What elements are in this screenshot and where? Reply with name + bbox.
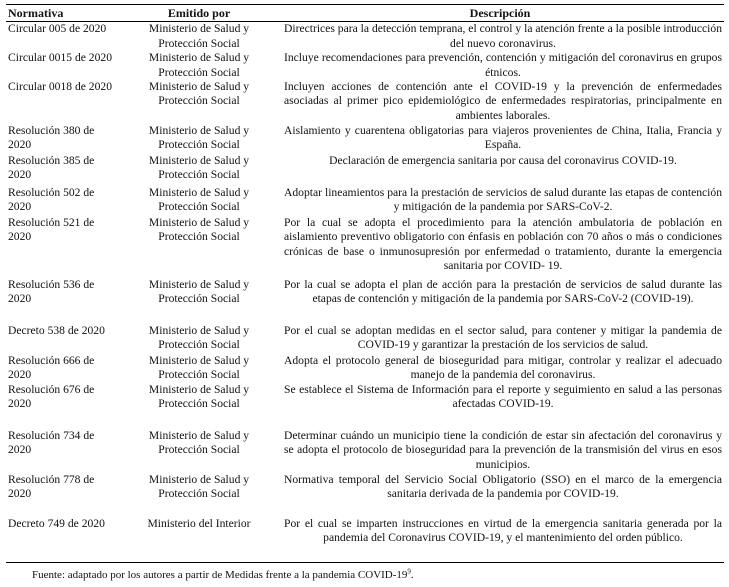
table-row <box>6 383 724 429</box>
cell-emitido-por: Ministerio de Salud y Protección Social <box>148 51 250 79</box>
cell-normativa: Circular 005 de 2020 <box>8 22 107 36</box>
source-suffix: . <box>410 569 414 581</box>
cell-emitido-por: Ministerio de Salud y Protección Social <box>148 186 250 214</box>
table-row <box>6 354 724 383</box>
cell-normativa: Resolución 666 de 2020 <box>8 354 95 382</box>
cell-emitido-por: Ministerio de Salud y Protección Social <box>148 428 250 457</box>
cell-emitido-por: Ministerio de Salud y Protección Social <box>148 154 250 182</box>
cell-descripcion: Por el cual se adoptan medidas en el sector salud, para contener y mitigar la pandemia de COVID-19 y garantizar la prestación de los servicios de salud. <box>284 324 722 352</box>
cell-descripcion: Por el cual se imparten instrucciones en virtud de la emergencia sanitaria generada por la pandemia del Coronavirus COVID-19, y el mantenimiento del orden público. <box>276 517 724 563</box>
table-row <box>6 429 724 473</box>
source-footnote-mark: 9 <box>407 567 411 576</box>
cell-normativa: Resolución 778 de 2020 <box>8 472 95 501</box>
table-row <box>6 324 724 354</box>
cell-descripcion: Determinar cuándo un municipio tiene la condición de estar sin afectación del coronavirus y se adopta el protocolo de bioseguridad para la prevención de la transmisión del virus en esos municipios. <box>284 428 722 471</box>
cell-normativa: Resolución 502 de 2020 <box>8 186 95 214</box>
cell-emitido-por: Ministerio de Salud y Protección Social <box>148 80 250 108</box>
table-row <box>6 216 724 278</box>
cell-normativa: Resolución 676 de 2020 <box>8 382 95 411</box>
table-row <box>6 473 724 517</box>
cell-normativa: Resolución 380 de 2020 <box>8 124 95 152</box>
cell-emitido-por: Ministerio de Salud y Protección Social <box>148 382 250 411</box>
cell-descripcion: Incluyen acciones de contención ante el COVID-19 y la prevención de enfermedades asociadas al primer pico epidemiológico de enfermedades respiratorias, principalmente en ambientes laborales. <box>284 80 722 122</box>
cell-descripcion: Directrices para la detección temprana, el control y la atención frente a la posible introducción del nuevo coronavirus. <box>284 22 722 50</box>
cell-descripcion: Incluye recomendaciones para prevención, contención y mitigación del coronavirus en grupos étnicos. <box>284 51 722 79</box>
cell-descripcion: Aislamiento y cuarentena obligatorias para viajeros provenientes de China, Italia, Francia y España. <box>284 124 722 152</box>
cell-descripcion: Adoptar lineamientos para la prestación de servicios de salud durante las etapas de contención y mitigación de la pandemia por SARS-CoV-2. <box>284 186 722 214</box>
table-row <box>6 80 724 124</box>
cell-descripcion: Por la cual se adopta el procedimiento para la atención ambulatoria de población en aislamiento preventivo obligatorio con énfasis en población con 70 años o más o condiciones crónicas de base o inmunosupresión por enfermedad o tratamiento, durante la emergencia sanitaria por COVID- 19. <box>284 216 722 273</box>
cell-emitido-por: Ministerio de Salud y Protección Social <box>148 354 250 382</box>
cell-normativa: Decreto 749 de 2020 <box>6 517 122 563</box>
table-row <box>6 517 724 563</box>
cell-normativa: Resolución 734 de 2020 <box>8 428 95 457</box>
table-body <box>6 22 724 563</box>
cell-descripcion: Adopta el protocolo general de bioseguridad para mitigar, controlar y realizar el adecuado manejo de la pandemia del coronavirus. <box>284 354 722 382</box>
cell-normativa: Resolución 385 de 2020 <box>8 154 95 182</box>
header-emitido-por: Emitido por <box>122 5 276 22</box>
source-text: Fuente: adaptado por los autores a partir de Medidas frente a la pandemia COVID-19 <box>32 569 408 581</box>
cell-normativa: Circular 0015 de 2020 <box>8 51 112 65</box>
table-row <box>6 124 724 154</box>
table-row <box>6 186 724 216</box>
table-header-row <box>6 5 724 22</box>
header-normativa: Normativa <box>6 5 122 22</box>
table-source-note <box>32 569 414 582</box>
table-row <box>6 51 724 80</box>
cell-normativa: Resolución 521 de 2020 <box>8 216 95 244</box>
table-row <box>6 278 724 324</box>
cell-descripcion: Por la cual se adopta el plan de acción para la prestación de servicios de salud durante las etapas de contención y mitigación de la pandemia por SARS-CoV-2 (COVID-19). <box>284 278 722 306</box>
normativa-table <box>6 4 724 563</box>
table-row <box>6 22 724 51</box>
table-row <box>6 154 724 186</box>
cell-normativa: Circular 0018 de 2020 <box>8 80 112 94</box>
cell-normativa: Decreto 538 de 2020 <box>8 324 105 338</box>
cell-descripcion: Declaración de emergencia sanitaria por causa del coronavirus COVID-19. <box>329 154 677 168</box>
cell-emitido-por: Ministerio del Interior <box>122 517 276 563</box>
cell-emitido-por: Ministerio de Salud y Protección Social <box>148 472 250 501</box>
header-descripcion: Descripción <box>276 5 724 22</box>
cell-descripcion: Se establece el Sistema de Información para el reporte y seguimiento en salud a las personas afectadas COVID-19. <box>284 382 722 411</box>
cell-emitido-por: Ministerio de Salud y Protección Social <box>148 22 250 50</box>
cell-emitido-por: Ministerio de Salud y Protección Social <box>148 216 250 244</box>
cell-emitido-por: Ministerio de Salud y Protección Social <box>148 124 250 152</box>
cell-emitido-por: Ministerio de Salud y Protección Social <box>148 278 250 306</box>
cell-descripcion: Normativa temporal del Servicio Social Obligatorio (SSO) en el marco de la emergencia sanitaria derivada de la pandemia por COVID-19. <box>284 472 722 501</box>
cell-normativa: Resolución 536 de 2020 <box>8 278 95 306</box>
cell-emitido-por: Ministerio de Salud y Protección Social <box>148 324 250 352</box>
